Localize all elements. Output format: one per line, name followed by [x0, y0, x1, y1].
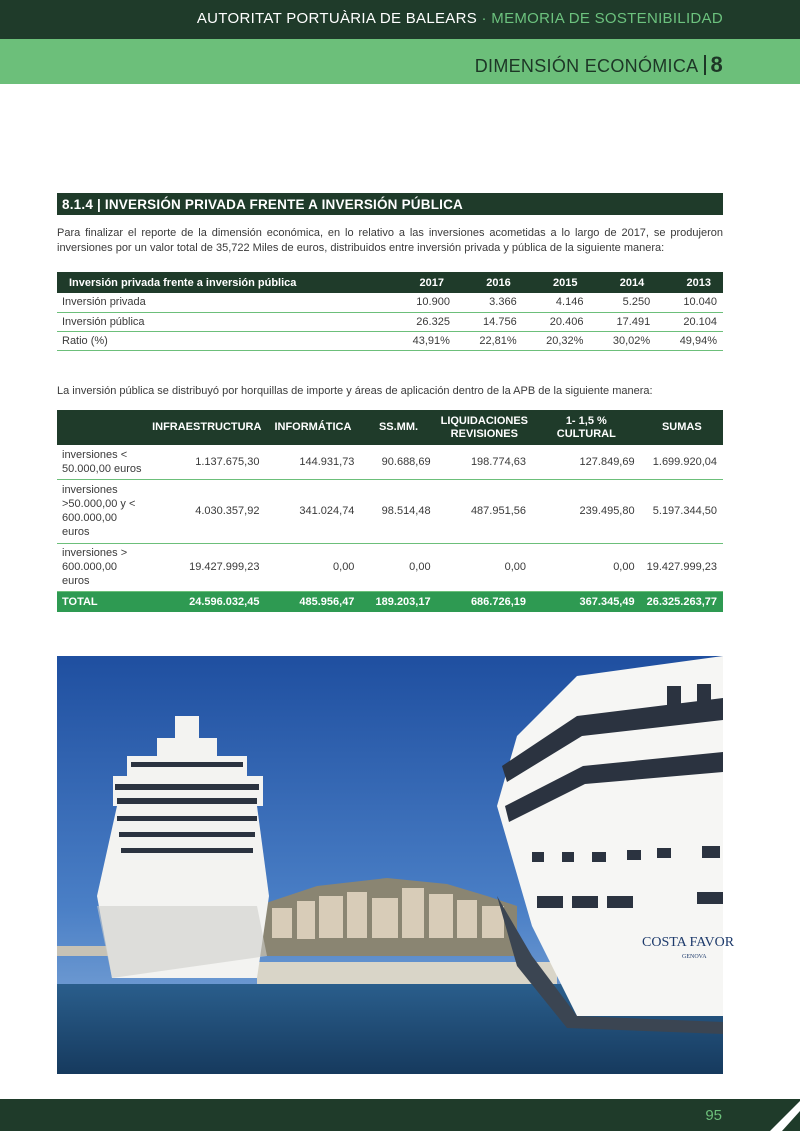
public-investment-distribution-table [57, 410, 723, 612]
section-title: DIMENSIÓN ECONÓMICA [474, 56, 699, 76]
table-row [57, 479, 723, 543]
table-cell: 19.427.999,23 [148, 543, 265, 591]
title-separator: · [477, 10, 492, 27]
table-cell: 17.491 [589, 312, 656, 331]
table-cell: 98.514,48 [360, 479, 436, 543]
table-cell: 127.849,69 [532, 445, 641, 479]
org-name: AUTORITAT PORTUÀRIA DE BALEARS [196, 10, 478, 27]
table-cell: 49,94% [656, 331, 723, 350]
table-cell: 144.931,73 [265, 445, 360, 479]
table-cell: 341.024,74 [265, 479, 360, 543]
table-row [57, 312, 723, 331]
footer-stripe-decoration [0, 1099, 800, 1131]
column-header: 2013 [656, 272, 723, 293]
table-cell: 10.040 [656, 293, 723, 312]
column-header: 2017 [389, 272, 456, 293]
distribution-paragraph: La inversión pública se distribuyó por horquillas de importe y áreas de aplicación dentro de la APB de la siguiente manera: [57, 385, 653, 397]
table-row [57, 543, 723, 591]
row-label: Inversión privada [57, 293, 389, 312]
total-cell: 24.596.032,45 [148, 591, 265, 612]
table-cell: 43,91% [389, 331, 456, 350]
table-row [57, 293, 723, 312]
table-cell: 0,00 [532, 543, 641, 591]
column-header: 2015 [523, 272, 590, 293]
table-cell: 20.104 [656, 312, 723, 331]
cruise-ships-photo [57, 656, 735, 1074]
table-cell: 30,02% [589, 331, 656, 350]
table-cell: 10.900 [389, 293, 456, 312]
column-header [57, 410, 148, 445]
table-cell: 0,00 [437, 543, 532, 591]
table-row [57, 445, 723, 479]
intro-paragraph: Para finalizar el reporte de la dimensión económica, en lo relativo a las inversiones acometidas a lo largo de 2017, se produjeron inversiones por un valor total de 35,722 Miles de euros, distribuidos entre inversión privada y pública de la siguiente manera: [57, 227, 723, 254]
column-header: 2016 [456, 272, 523, 293]
total-cell: 686.726,19 [437, 591, 532, 612]
section-label [475, 52, 723, 78]
doc-name: MEMORIA DE SOSTENIBILIDAD [491, 10, 723, 27]
section-number: 8 [710, 52, 723, 77]
column-header: INFORMÁTICA [265, 410, 360, 445]
row-label: Ratio (%) [57, 331, 389, 350]
table-cell: 3.366 [456, 293, 523, 312]
total-cell: 26.325.263,77 [641, 591, 723, 612]
column-header: INFRAESTRUCTURA [148, 410, 265, 445]
table-cell: 4.146 [523, 293, 590, 312]
table-cell: 4.030.357,92 [148, 479, 265, 543]
column-header: LIQUIDACIONES REVISIONES [437, 410, 532, 445]
total-cell: 485.956,47 [265, 591, 360, 612]
column-header: Inversión privada frente a inversión pública [57, 272, 389, 293]
table-cell: 20,32% [523, 331, 590, 350]
column-header: 1- 1,5 % CULTURAL [532, 410, 641, 445]
table-cell: 20.406 [523, 312, 590, 331]
total-cell: 367.345,49 [532, 591, 641, 612]
table-cell: 0,00 [265, 543, 360, 591]
table-cell: 19.427.999,23 [641, 543, 723, 591]
column-header: SS.MM. [360, 410, 436, 445]
ship-name-text: COSTA FAVOR [642, 935, 735, 950]
table-cell: 14.756 [456, 312, 523, 331]
table-header-row [57, 272, 723, 293]
table-cell: 487.951,56 [437, 479, 532, 543]
row-label: inversiones < 50.000,00 euros [57, 445, 148, 479]
table-cell: 26.325 [389, 312, 456, 331]
row-label: inversiones > 600.000,00 euros [57, 543, 148, 591]
table-cell: 0,00 [360, 543, 436, 591]
table-cell: 198.774,63 [437, 445, 532, 479]
row-label: Inversión pública [57, 312, 389, 331]
total-cell: 189.203,17 [360, 591, 436, 612]
table-cell: 90.688,69 [360, 445, 436, 479]
ship-port-text: GENOVA [682, 954, 707, 960]
subsection-header: 8.1.4 | INVERSIÓN PRIVADA FRENTE A INVERSIÓN PÚBLICA [57, 193, 723, 215]
table-cell: 22,81% [456, 331, 523, 350]
table-cell: 1.137.675,30 [148, 445, 265, 479]
document-title [197, 10, 723, 27]
total-label: TOTAL [57, 591, 148, 612]
table-cell: 239.495,80 [532, 479, 641, 543]
table-cell: 1.699.920,04 [641, 445, 723, 479]
table-header-row [57, 410, 723, 445]
total-row [57, 591, 723, 612]
row-label: inversiones >50.000,00 y < 600.000,00 euros [57, 479, 148, 543]
page-number: 95 [705, 1107, 722, 1124]
column-header: 2014 [589, 272, 656, 293]
column-header: SUMAS [641, 410, 723, 445]
footer-bar [0, 1099, 800, 1131]
table-cell: 5.250 [589, 293, 656, 312]
section-divider [704, 55, 706, 75]
table-cell: 5.197.344,50 [641, 479, 723, 543]
investment-comparison-table [57, 272, 723, 351]
table-row [57, 331, 723, 350]
